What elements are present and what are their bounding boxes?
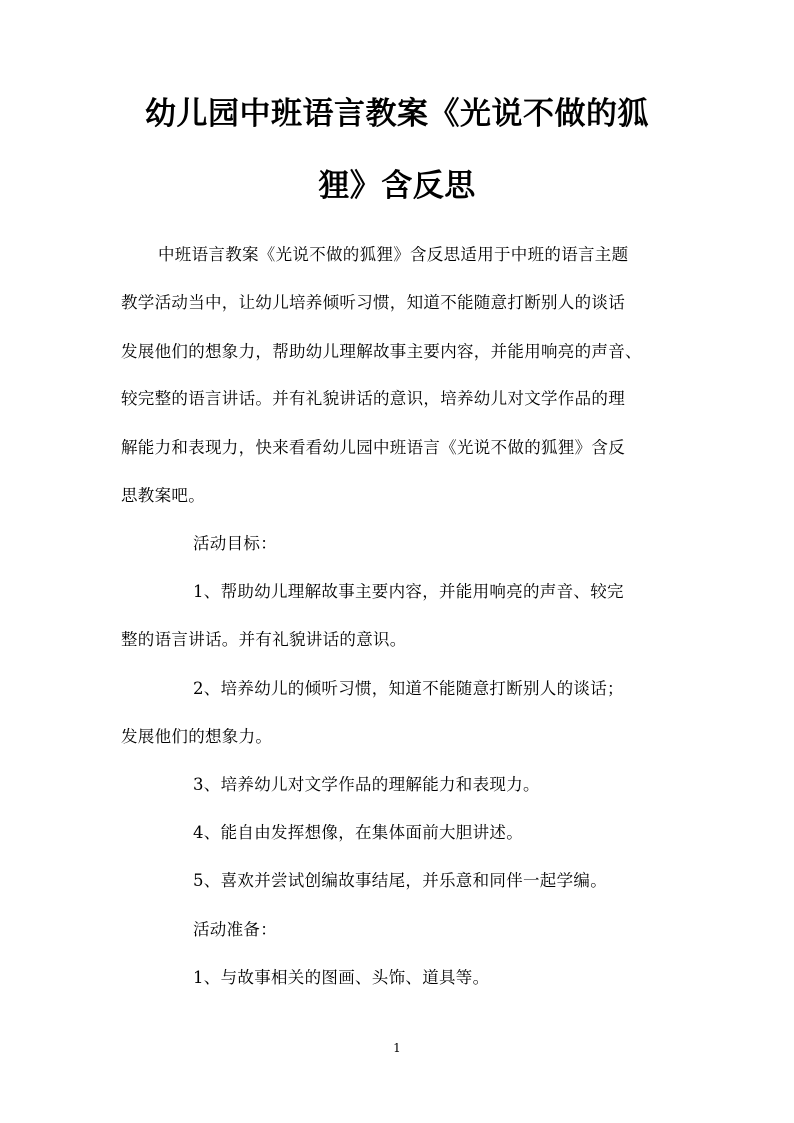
intro-line-2: 教学活动当中，让幼儿培养倾听习惯，知道不能随意打断别人的谈话: [121, 293, 625, 312]
goal-5: 5、喜欢并尝试创编故事结尾，并乐意和同伴一起学编。: [193, 871, 607, 890]
goal-2-line-2: 发展他们的想象力。: [121, 727, 273, 746]
prep-item-1: 1、与故事相关的图画、头饰、道具等。: [193, 968, 490, 987]
page-number: 1: [393, 1041, 401, 1055]
intro-line-4: 较完整的语言讲话。并有礼貌讲话的意识，培养幼儿对文学作品的理: [121, 389, 625, 408]
document-title-line-1: 幼儿园中班语言教案《光说不做的狐: [145, 96, 649, 132]
intro-line-6: 思教案吧。: [121, 486, 205, 505]
goal-3: 3、培养幼儿对文学作品的理解能力和表现力。: [193, 775, 540, 794]
goal-2-line-1: 2、培养幼儿的倾听习惯，知道不能随意打断别人的谈话；: [193, 679, 624, 698]
goal-1-line-1: 1、帮助幼儿理解故事主要内容，并能用响亮的声音、较完: [193, 582, 624, 601]
goal-4: 4、能自由发挥想像，在集体面前大胆讲述。: [193, 823, 523, 842]
intro-line-5: 解能力和表现力，快来看看幼儿园中班语言《光说不做的狐狸》含反: [121, 438, 625, 457]
goals-heading: 活动目标：: [193, 534, 277, 553]
goal-1-line-2: 整的语言讲话。并有礼貌讲话的意识。: [121, 630, 407, 649]
intro-line-3: 发展他们的想象力，帮助幼儿理解故事主要内容，并能用响亮的声音、: [121, 342, 642, 361]
document-title-line-2: 狸》含反思: [318, 168, 476, 204]
intro-line-1: 中班语言教案《光说不做的狐狸》含反思适用于中班的语言主题: [158, 245, 629, 264]
prep-heading: 活动准备：: [193, 920, 277, 939]
